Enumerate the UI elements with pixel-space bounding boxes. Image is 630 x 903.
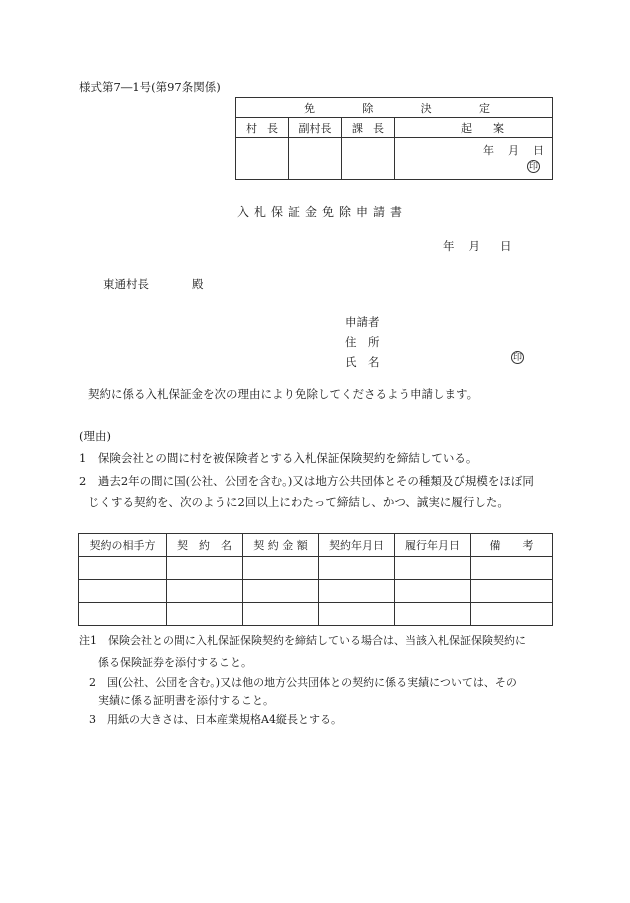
section-chief-header: 課 長 [342, 118, 395, 138]
header-contract-amount: 契 約 金 額 [243, 534, 319, 557]
addressee-honorific: 殿 [192, 277, 204, 291]
note-3: 3 用紙の大きさは、日本産業規格A4縦長とする。 [89, 713, 342, 726]
reason-item-1: 1 保険会社との間に村を被保険者とする入札保証保険契約を締結している。 [79, 451, 478, 465]
applicant-label: 申請者 [345, 315, 380, 329]
request-text: 契約に係る入札保証金を次の理由により免除してくださるよう申請します。 [88, 387, 479, 401]
reason-item-2-continued: じくする契約を、次のように2回以上にわたって締結し、かつ、誠実に履行した。 [88, 495, 509, 509]
draft-header: 起 案 [395, 118, 553, 138]
application-date: 年 月 日 [443, 239, 512, 253]
note-2: 2 国(公社、公団を含む。)又は他の地方公共団体との契約に係る実績については、その [89, 676, 517, 689]
reason-heading: (理由) [79, 429, 111, 443]
note-1-continued: 係る保険証券を添付すること。 [98, 656, 252, 669]
header-contract-name: 契 約 名 [167, 534, 243, 557]
header-contract-date: 契約年月日 [319, 534, 395, 557]
village-head-seal-cell [236, 138, 289, 180]
name-label: 氏 名 [345, 355, 380, 369]
header-performance-date: 履行年月日 [395, 534, 471, 557]
applicant-block [345, 312, 380, 372]
form-number: 様式第7―1号(第97条関係) [79, 80, 221, 94]
deputy-header: 副村長 [289, 118, 342, 138]
addressee [103, 276, 204, 292]
addressee-name: 東通村長 [103, 277, 149, 291]
village-head-header: 村 長 [236, 118, 289, 138]
document-title: 入札保証金免除申請書 [237, 205, 408, 219]
table-row [79, 603, 553, 626]
approval-header: 免 除 決 定 [236, 98, 553, 118]
draft-cell [395, 138, 553, 180]
table-row [79, 580, 553, 603]
note-1: 注1 保険会社との間に入札保証保険契約を締結している場合は、当該入札保証保険契約に [79, 634, 526, 647]
table-header-row [79, 534, 553, 557]
table-row [79, 557, 553, 580]
draft-seal-icon: 印 [528, 162, 538, 172]
address-label: 住 所 [345, 335, 380, 349]
note-2-continued: 実績に係る証明書を添付すること。 [98, 694, 274, 707]
section-chief-seal-cell [342, 138, 395, 180]
contract-record-table [78, 533, 553, 626]
draft-date: 年 月 日 [483, 144, 544, 157]
reason-item-2: 2 過去2年の間に国(公社、公団を含む。)又は地方公共団体とその種類及び規模をほぼ同 [79, 474, 534, 488]
header-contractor: 契約の相手方 [79, 534, 167, 557]
deputy-seal-cell [289, 138, 342, 180]
applicant-seal-icon: 印 [512, 353, 522, 363]
header-remarks: 備 考 [471, 534, 553, 557]
approval-table [235, 97, 553, 180]
